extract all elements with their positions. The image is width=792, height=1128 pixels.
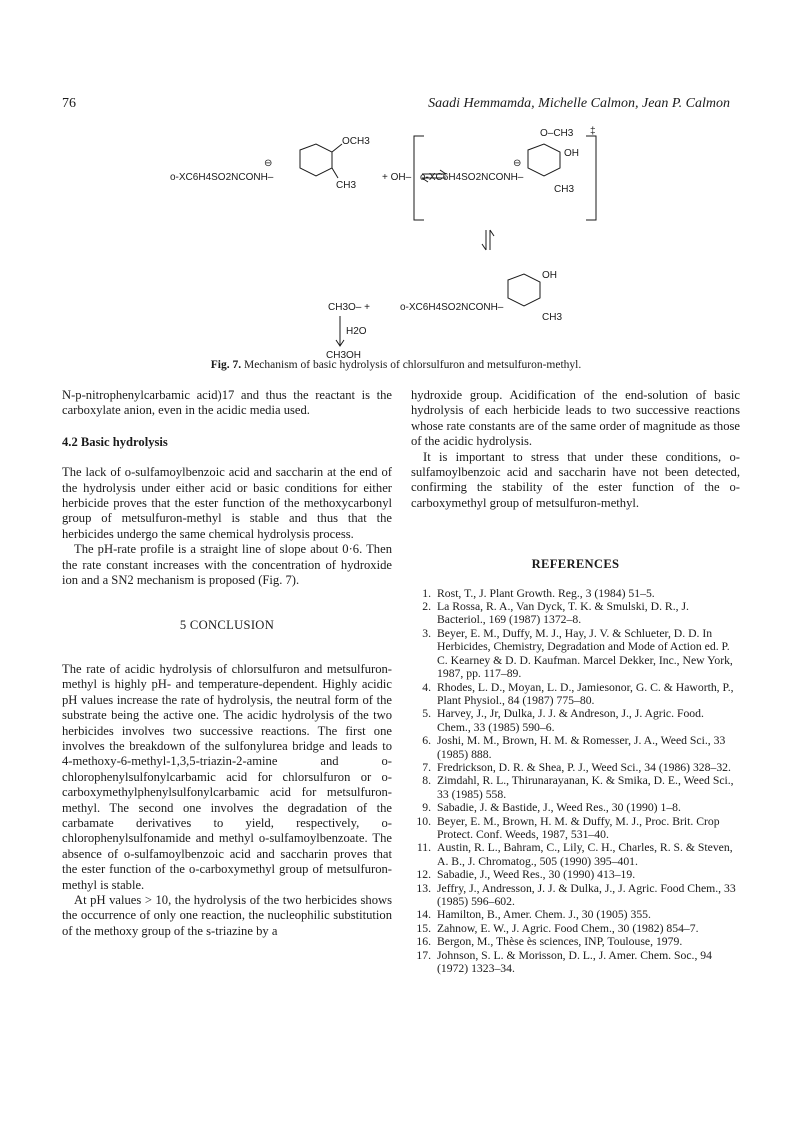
- left-column: [62, 388, 392, 939]
- reference-item: [411, 841, 740, 868]
- reference-item: [411, 587, 740, 600]
- anion-charge: ⊖: [264, 158, 273, 169]
- reference-text: Beyer, E. M., Duffy, M. J., Hay, J. V. & Schlueter, D. D. In Herbicides, Chemistry, Degradation and Mode of Action ed. P. C. Kearney & D. D. Kaufman. Marcel Dekker, Inc., New York, 1987, pp. 117–89.: [437, 626, 733, 681]
- svg-text:‡: ‡: [590, 126, 596, 137]
- product-oh: OH: [542, 270, 557, 281]
- intermediate-methoxy: O–CH3: [540, 128, 574, 139]
- reference-text: Jeffry, J., Andresson, J. J. & Dulka, J., J. Agric. Food Chem., 33 (1985) 596–602.: [437, 881, 736, 908]
- reactant-formula: o-XC6H4SO2NCONH–: [170, 172, 274, 183]
- figure-label: Fig. 7.: [210, 359, 242, 371]
- triazine-ring-1: [300, 144, 332, 176]
- paragraph: The pH-rate profile is a straight line of slope about 0·6. Then the rate constant increases with the concentration of hydroxide ion and a SN2 mechanism is proposed (Fig. 7).: [62, 542, 392, 588]
- reference-text: Hamilton, B., Amer. Chem. J., 30 (1905) 355.: [437, 908, 651, 922]
- hydroxide-label: + OH–: [382, 172, 412, 183]
- reference-number: 4.: [422, 680, 431, 694]
- references-heading: REFERENCES: [531, 557, 620, 572]
- paragraph: It is important to stress that under these conditions, o-sulfamoylbenzoic acid and saccharin have not been detected, confirming the stability of the ester function of the o-carboxymethyl group of metsulfuron-methyl.: [411, 449, 740, 510]
- reference-number: 8.: [422, 774, 431, 788]
- reference-text: Fredrickson, D. R. & Shea, P. J., Weed Sci., 34 (1986) 328–32.: [437, 760, 731, 774]
- bracket-right: [586, 136, 596, 220]
- triazine-ring-2: [528, 144, 560, 176]
- running-head: Saadi Hemmamda, Michelle Calmon, Jean P. Calmon: [428, 96, 730, 111]
- reference-text: Johnson, S. L. & Morisson, D. L., J. Amer. Chem. Soc., 94 (1972) 1323–34.: [437, 948, 712, 976]
- reference-text: Austin, R. L., Bahram, C., Lily, C. H., Charles, R. S. & Steven, A. B., J. Chromatog., 505 (1990) 395–401.: [437, 841, 733, 868]
- intermediate-oh: OH: [564, 148, 579, 159]
- reference-text: Zahnow, E. W., J. Agric. Food Chem., 30 (1982) 854–7.: [437, 921, 699, 935]
- reference-item: [411, 681, 740, 708]
- reference-number: 15.: [416, 921, 431, 935]
- reference-number: 3.: [422, 626, 431, 640]
- reference-item: [411, 707, 740, 734]
- reference-number: 6.: [422, 734, 431, 748]
- reference-number: 7.: [422, 760, 431, 774]
- paragraph: At pH values > 10, the hydrolysis of the two herbicides shows the occurrence of only one reaction, the nucleophilic substitution of the methoxy group of the s-triazine by a: [62, 892, 392, 938]
- reaction-scheme: [150, 120, 710, 360]
- reference-text: Rhodes, L. D., Moyan, L. D., Jamiesonor, G. C. & Haworth, P., Plant Physiol., 84 (1987) 775–80.: [437, 680, 734, 707]
- reference-number: 2.: [422, 600, 431, 614]
- reference-number: 10.: [416, 814, 431, 828]
- methoxy-label: OCH3: [342, 136, 370, 147]
- reference-text: La Rossa, R. A., Van Dyck, T. K. & Smulski, D. R., J. Bacteriol., 169 (1987) 1372–8.: [437, 600, 689, 627]
- intermediate-formula: o-XC6H4SO2NCONH–: [420, 172, 524, 183]
- reference-number: 17.: [416, 948, 431, 962]
- reference-item: [411, 882, 740, 909]
- figure-caption: [0, 359, 792, 371]
- section-heading-4-2: 4.2 Basic hydrolysis: [62, 434, 168, 449]
- reference-item: [411, 734, 740, 761]
- reference-number: 14.: [416, 908, 431, 922]
- reference-text: Zimdahl, R. L., Thirunarayanan, K. & Smika, D. E., Weed Sci., 33 (1985) 558.: [437, 774, 734, 801]
- reference-item: [411, 801, 740, 814]
- section-heading-5: 5 CONCLUSION: [179, 618, 275, 633]
- reference-text: Sabadie, J. & Bastide, J., Weed Res., 30 (1990) 1–8.: [437, 801, 681, 815]
- reference-item: [411, 908, 740, 921]
- reference-text: Joshi, M. M., Brown, H. M. & Romesser, J. A., Weed Sci., 33 (1985) 888.: [437, 734, 726, 761]
- reference-item: [411, 600, 740, 627]
- paragraph: N-p-nitrophenylcarbamic acid)17 and thus the reactant is the carboxylate anion, even in the acidic media used.: [62, 388, 392, 418]
- reference-item: [411, 868, 740, 881]
- paragraph: hydroxide group. Acidification of the end-solution of basic hydrolysis of each herbicide leads to two successive reactions whose rate constants are of the same order of magnitude as those of the acidic hydrolysis.: [411, 388, 740, 449]
- reference-text: Rost, T., J. Plant Growth. Reg., 3 (1984) 51–5.: [437, 586, 655, 600]
- methyl-label: CH3: [336, 180, 357, 191]
- svg-text:⊖: ⊖: [513, 158, 522, 169]
- reference-number: 1.: [422, 586, 431, 600]
- reference-text: Beyer, E. M., Brown, H. M. & Duffy, M. J., Proc. Brit. Crop Protect. Conf. Weeds, 1987, 531–40.: [437, 814, 720, 841]
- reference-text: Harvey, J., Jr, Dulka, J. J. & Andreson, J., J. Agric. Food. Chem., 33 (1985) 590–6.: [437, 707, 704, 734]
- reference-text: Bergon, M., Thèse ès sciences, INP, Toulouse, 1979.: [437, 935, 683, 949]
- reference-item: [411, 922, 740, 935]
- reference-item: [411, 815, 740, 842]
- page-number: 76: [62, 96, 76, 111]
- reference-number: 9.: [422, 801, 431, 815]
- reference-number: 5.: [422, 707, 431, 721]
- paragraph: The lack of o-sulfamoylbenzoic acid and saccharin at the end of the hydrolysis under either acid or basic conditions for either herbicide proves that the ester function of the methoxycarbonyl group of metsulfuron-methyl is stable and thus that the herbicides undergo the same chemical hydrolysis process.: [62, 465, 392, 541]
- reference-item: [411, 935, 740, 948]
- methoxide-label: CH3O– +: [328, 302, 370, 313]
- methanol-label: CH3OH: [326, 350, 362, 360]
- figure-caption-text: Mechanism of basic hydrolysis of chlorsulfuron and metsulfuron-methyl.: [241, 359, 582, 371]
- reference-item: [411, 627, 740, 681]
- triazine-ring-3: [508, 274, 540, 306]
- methyl-label-2: CH3: [554, 184, 575, 195]
- water-label: H2O: [346, 326, 367, 337]
- reference-text: Sabadie, J., Weed Res., 30 (1990) 413–19.: [437, 868, 636, 882]
- reference-number: 11.: [416, 841, 431, 855]
- reference-item: [411, 949, 740, 976]
- reference-item: [411, 774, 740, 801]
- reference-number: 16.: [416, 935, 431, 949]
- product-formula: o-XC6H4SO2NCONH–: [400, 302, 504, 313]
- right-column: [411, 388, 740, 975]
- reference-item: [411, 761, 740, 774]
- paragraph: The rate of acidic hydrolysis of chlorsulfuron and metsulfuron-methyl is highly pH- and temperature-dependent. Highly acidic pH values increase the rate of hydrolysis, the neutral form of the substrate being the active one. The acidic hydrolysis of the two herbicides involves two successive reactions. The first one involves the breakdown of the sulfonylurea bridge and leads to 4-methoxy-6-methyl-1,3,5-triazin-2-amine and o-chlorophenylsulfonylcarbamic acid for chlorsulfuron or o-carboxymethylphenylsulfonylcarbamic acid for metsulfuron-methyl. The second one involves the degradation of the carbamate derivatives to yield, respectively, o-chlorophenylsulfonamide and methyl o-sulfamoylbenzoate. The absence of o-sulfamoylbenzoic acid and saccharin proves that the ester function of the o-carboxymethyl group of metsulfuron-methyl is stable.: [62, 661, 392, 892]
- methyl-label-3: CH3: [542, 312, 563, 323]
- reference-list: [411, 587, 740, 976]
- reference-number: 13.: [416, 881, 431, 895]
- reference-number: 12.: [416, 868, 431, 882]
